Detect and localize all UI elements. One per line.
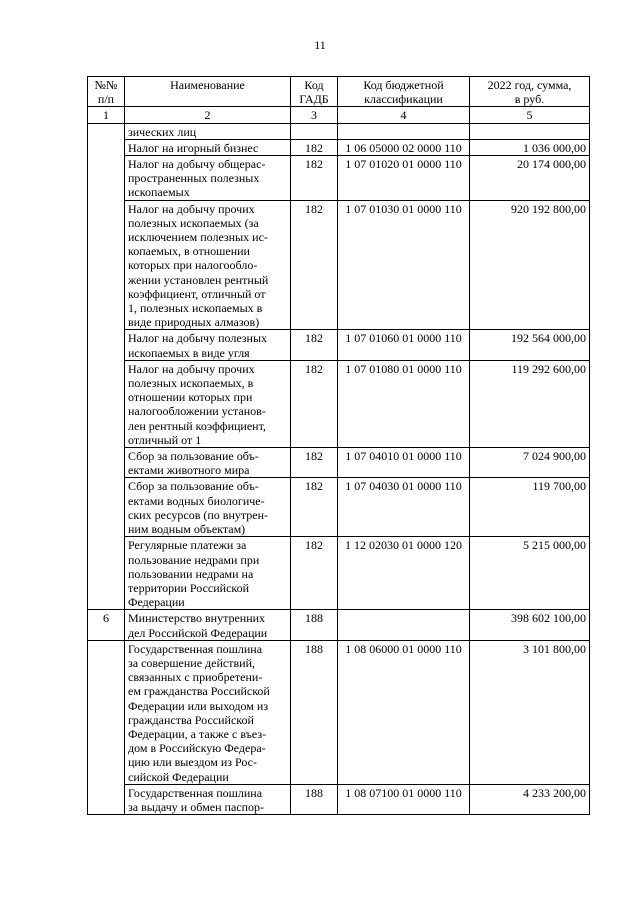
- row-kbk: 1 07 01030 01 0000 110: [338, 200, 470, 330]
- column-numbers-row: [88, 107, 590, 123]
- row-sum: 119 292 600,00: [470, 360, 590, 447]
- row-number: [88, 640, 125, 814]
- row-kbk: 1 07 04030 01 0000 110: [338, 478, 470, 537]
- row-sum: 4 233 200,00: [470, 784, 590, 814]
- row-number: [88, 123, 125, 610]
- row-sum: 5 215 000,00: [470, 537, 590, 610]
- row-name: зических лиц: [125, 123, 291, 139]
- row-sum: 3 101 800,00: [470, 640, 590, 784]
- row-kbk: 1 07 01020 01 0000 110: [338, 156, 470, 201]
- table-header-row: [88, 77, 590, 107]
- table-row: [88, 784, 590, 814]
- row-kbk: 1 07 04010 01 0000 110: [338, 448, 470, 478]
- table-row: [88, 200, 590, 330]
- row-gadb: [291, 123, 338, 139]
- row-gadb: 182: [291, 139, 338, 155]
- row-name: Регулярные платежи за пользование недрами при пользовании недрами на территории Российской Федерации: [125, 537, 291, 610]
- table-body: [88, 123, 590, 815]
- row-sum: 398 602 100,00: [470, 610, 590, 640]
- row-kbk: 1 06 05000 02 0000 110: [338, 139, 470, 155]
- table-row: [88, 610, 590, 640]
- col-number: 3: [291, 107, 338, 123]
- row-sum: 7 024 900,00: [470, 448, 590, 478]
- header-sum: 2022 год, сумма, в руб.: [470, 77, 590, 107]
- col-number: 4: [338, 107, 470, 123]
- row-name: Сбор за пользование объ- ектами водных биологиче- ских ресурсов (по внутрен- ним водным объектам): [125, 478, 291, 537]
- row-kbk: 1 07 01080 01 0000 110: [338, 360, 470, 447]
- row-gadb: 188: [291, 610, 338, 640]
- row-sum: 920 192 800,00: [470, 200, 590, 330]
- row-gadb: 182: [291, 156, 338, 201]
- table-row: [88, 156, 590, 201]
- row-gadb: 182: [291, 200, 338, 330]
- col-number: 5: [470, 107, 590, 123]
- row-gadb: 188: [291, 640, 338, 784]
- table-row: [88, 360, 590, 447]
- table-row: [88, 640, 590, 784]
- row-sum: 119 700,00: [470, 478, 590, 537]
- table-row: [88, 537, 590, 610]
- row-gadb: 188: [291, 784, 338, 814]
- row-gadb: 182: [291, 330, 338, 360]
- row-kbk: [338, 610, 470, 640]
- row-number: 6: [88, 610, 125, 640]
- row-kbk: [338, 123, 470, 139]
- row-kbk: 1 08 07100 01 0000 110: [338, 784, 470, 814]
- table-row: [88, 330, 590, 360]
- budget-table: [87, 76, 590, 815]
- table-row: [88, 478, 590, 537]
- row-name: Государственная пошлина за выдачу и обмен паспор-: [125, 784, 291, 814]
- row-name: Государственная пошлина за совершение действий, связанных с приобретени- ем гражданства Российской Федерации или выходом из гражданства Российской Федерации, а также с въез- дом в Российскую Федера- цию или выездом из Рос- сийской Федерации: [125, 640, 291, 784]
- row-gadb: 182: [291, 448, 338, 478]
- row-name: Налог на добычу прочих полезных ископаемых (за исключением полезных ис- копаемых, в отношении которых при налогообло- жении установлен рентный коэффициент, отличный от 1, полезных ископаемых в виде природных алмазов): [125, 200, 291, 330]
- row-name: Налог на добычу прочих полезных ископаемых, в отношении которых при налогообложении установ- лен рентный коэффициент, отличный от 1: [125, 360, 291, 447]
- row-kbk: 1 12 02030 01 0000 120: [338, 537, 470, 610]
- row-name: Налог на игорный бизнес: [125, 139, 291, 155]
- row-sum: [470, 123, 590, 139]
- page-number: 11: [314, 38, 326, 52]
- row-gadb: 182: [291, 478, 338, 537]
- row-name: Налог на добычу общерас- пространенных полезных ископаемых: [125, 156, 291, 201]
- row-sum: 1 036 000,00: [470, 139, 590, 155]
- row-kbk: 1 08 06000 01 0000 110: [338, 640, 470, 784]
- header-name: Наименование: [125, 77, 291, 107]
- row-name: Министерство внутренних дел Российской Федерации: [125, 610, 291, 640]
- table-row: [88, 139, 590, 155]
- col-number: 2: [125, 107, 291, 123]
- row-sum: 20 174 000,00: [470, 156, 590, 201]
- row-name: Сбор за пользование объ- ектами животного мира: [125, 448, 291, 478]
- header-num: №№ п/п: [88, 77, 125, 107]
- table-row: [88, 448, 590, 478]
- row-sum: 192 564 000,00: [470, 330, 590, 360]
- row-name: Налог на добычу полезных ископаемых в виде угля: [125, 330, 291, 360]
- row-kbk: 1 07 01060 01 0000 110: [338, 330, 470, 360]
- row-gadb: 182: [291, 537, 338, 610]
- header-gadb: Код ГАДБ: [291, 77, 338, 107]
- col-number: 1: [88, 107, 125, 123]
- header-kbk: Код бюджетной классификации: [338, 77, 470, 107]
- table-row: [88, 123, 590, 139]
- row-gadb: 182: [291, 360, 338, 447]
